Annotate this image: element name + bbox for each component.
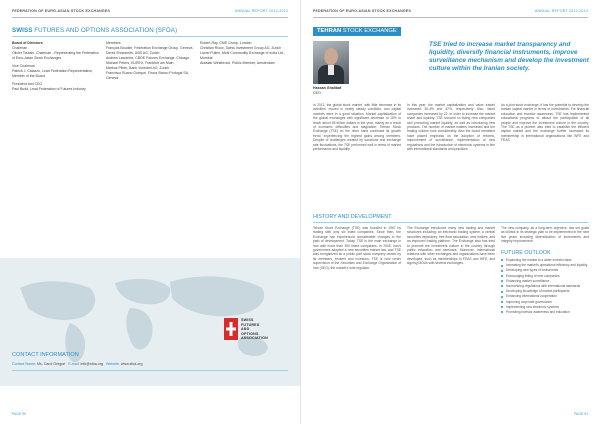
board-line: Vice Chairman	[12, 64, 35, 68]
board-line: Derek Shoesmith, UBS AG, Zurich	[106, 51, 160, 55]
list-item: Increasing the market's operational efficiency and liquidity	[501, 263, 589, 267]
list-item: Enhancing market surveillance	[501, 279, 589, 283]
list-item: Implementing new electronic systems	[501, 305, 589, 309]
board-line: Christian Rioux, Swiss Investment Group AG, Zurich	[200, 46, 282, 50]
list-item: Improving corporate governance	[501, 300, 589, 304]
future-intro: The new company, as a long-term objective, has set goals as follows in its strategic plan to be implemented in the next five years including diversification of instruments and integrity improvement.	[501, 226, 589, 244]
future-list	[501, 258, 589, 315]
list-item: Developing new types of instruments	[501, 268, 589, 272]
header-report-label: ANNUAL REPORT 2012-2013	[234, 9, 288, 13]
future-title: FUTURE OUTLOOK	[501, 250, 551, 256]
contact-website-link[interactable]: www.sfoa.org	[120, 362, 143, 366]
board-line: Francisco Ruano Gueque, Fincor Banco Portugal SA, Geneva	[106, 71, 190, 80]
board-line: Lionel Pullen, Multi Commodity Exchange of India Ltd., Mumbai	[200, 51, 285, 60]
board-line: Olivier Toutain, Chairman - Representing the Federation of Euro-Asian Stock Exchanges	[12, 51, 99, 60]
ceo-role: CEO	[313, 90, 321, 95]
page-header	[313, 9, 588, 17]
board-line: Robert Ray, CME Group, London	[200, 41, 252, 45]
board-line: President and CEO	[12, 82, 43, 86]
list-item: Developing knowledge of market participants	[501, 289, 589, 293]
contact-email-key: E-mail:	[68, 362, 80, 366]
header-report-label: ANNUAL REPORT 2012-2013	[534, 9, 588, 13]
right-page	[300, 0, 600, 424]
contact-email-link[interactable]: info@sfoa.org	[80, 362, 103, 366]
contact-rule	[12, 370, 288, 371]
exchange-title-rest: STOCK EXCHANGE	[341, 28, 397, 34]
board-line: Michael Peters, EUREX, Frankfurt am Main	[106, 61, 174, 65]
history-column-1: Tehran Stock Exchange (TSE) was founded in 1967 by trading with only six listed companies. Since then, the Exchange has experienced considerable changes in the path of development. Today, TSE is the main exchange in Iran with more than 300 listed companies. In 2005, Iran's government adopted a new securities market law, and TSE was reorganized as a public joint stock company owned by its members, brokers and investors. TSE is now under supervision of the Securities and Exchange Organization of Iran (SEO), the market's sole regulator.	[313, 226, 401, 270]
history-column-2: The Exchange introduced many new trading and market structures including: an electronic trading system, a central securities depository, free float calculation, new indices, and an improved trading platform. The Exchange also has tried to promote the investment culture in the country through public education and seminars. Moreover, international relations with other exchanges and organizations have been developed, such as memberships in FEAS and WFE, and signing MOUs with several exchanges.	[407, 226, 495, 266]
header-rule	[12, 17, 288, 18]
board-column-1	[12, 41, 100, 92]
sfoa-logo-mark-icon	[224, 318, 238, 340]
page-header	[12, 9, 288, 17]
contact-name: Ms. Carol Gregori	[36, 362, 66, 366]
section-title-bold: SWISS	[12, 27, 33, 34]
board-line: Andrew Lacombe, CBOE Futures Exchange, Chicago	[106, 56, 190, 60]
history-title: HISTORY AND DEVELOPMENT	[313, 214, 392, 220]
ceo-caption	[313, 86, 341, 95]
contact-title: CONTACT INFORMATION	[12, 352, 79, 358]
exchange-title-bold: TEHRAN	[317, 28, 342, 34]
intro-body	[313, 103, 589, 193]
board-heading: Members	[106, 41, 121, 45]
board-line: Paul Budd, Lead Federation of Futures Industry	[12, 87, 86, 91]
list-item: Encouraging listing of new companies	[501, 274, 589, 278]
exchange-title-tag	[313, 27, 401, 36]
intro-column-1: In 2012, the global stock market, with little decrease in its activities, moved in nearly steady condition, and capital markets were in a good situation. Market capitalization of the global exchanges with significant decrease of 15% to reach about 55 trillion dollars in the year, mainly as a result of economic difficulties and stagnation. Tehran Stock Exchange (TSE) on the other hand continued its growth trend, experiencing the highest gains among members. Despite of challenges created by sanctions and exchange rate fluctuations, the TSE performed well in terms of market performance and liquidity.	[313, 103, 401, 152]
board-line: François Boudier, Federation Exchange Group, Geneva	[106, 46, 193, 50]
contact-website-key: Website:	[105, 362, 120, 366]
contact-details	[12, 362, 288, 366]
board-heading: Board of Directors	[12, 41, 43, 45]
board-line: Alaistair Westbrook, Public Member, Amsterdam	[200, 61, 275, 65]
intro-column-3: As a joint stock exchange, it has the potential to develop the Iranian capital market in terms of investments. For financial education and investor awareness, TSE has implemented educational programs to attract the participation of all people and improve the investment culture in the country. The TSE as a pioneer also tried to establish the efficient capital market and the exchange further increased its membership in international organizations like WFE and FEAS.	[501, 103, 589, 143]
contact-name-key: Contact Name:	[12, 362, 36, 366]
list-item: Harmonizing regulations with international standards	[501, 284, 589, 288]
board-line: Patrick J. Caiazzo, Lead Federation Representative, Member of the Board	[12, 69, 93, 78]
header-title: FEDERATION OF EURO-ASIAN STOCK EXCHANGES	[12, 9, 111, 13]
header-rule	[313, 17, 588, 18]
sfoa-logo-text: SWISS FUTURES AND OPTIONS ASSOCIATION	[241, 318, 268, 341]
sfoa-logo	[224, 316, 288, 346]
header-title: FEDERATION OF EURO-ASIAN STOCK EXCHANGES	[313, 9, 412, 13]
board-column-2	[106, 41, 194, 81]
ceo-name: Hassan Ghalibaf	[313, 86, 342, 90]
page-number: PAGE 90	[12, 412, 26, 416]
section-title-rest: FUTURES AND OPTIONS ASSOCIATION (SFOA)	[32, 27, 178, 34]
list-item: Enhancing international cooperation	[501, 294, 589, 298]
board-line: Chairman	[12, 46, 28, 50]
list-item: Expanding the market to a wider investor base	[501, 258, 589, 262]
ceo-portrait	[313, 41, 349, 84]
intro-column-2: In this year, the market capitalization and value traded increased 36.4% and 47%, respectively. Also, listed companies increased by 22. In order to increase the market share and liquidity, TSE focused on listing new companies and promoting market liquidity, as well as introducing new products. The number of market makers increased and the trading volume rose considerably. Also the board members have placed emphasis on the adoption of reforms, improvement of surveillance, implementation of new regulations and the introduction of electronic systems in line with international standards and practices.	[407, 103, 495, 152]
history-rule	[313, 222, 588, 223]
section-title	[12, 27, 177, 34]
title-rule	[12, 36, 288, 37]
board-column-3	[200, 41, 288, 66]
page-number: PAGE 91	[574, 412, 588, 416]
list-item: Promoting investor awareness and education	[501, 310, 589, 314]
board-line: Markus Pliner, Bank Vontobel AG, Zurich	[106, 66, 170, 70]
pull-quote: TSE tried to increase market transparency and liquidity, diversify financial instruments, improve surveillance mechanism and develop the investment culture within the Iranian society.	[429, 41, 589, 72]
